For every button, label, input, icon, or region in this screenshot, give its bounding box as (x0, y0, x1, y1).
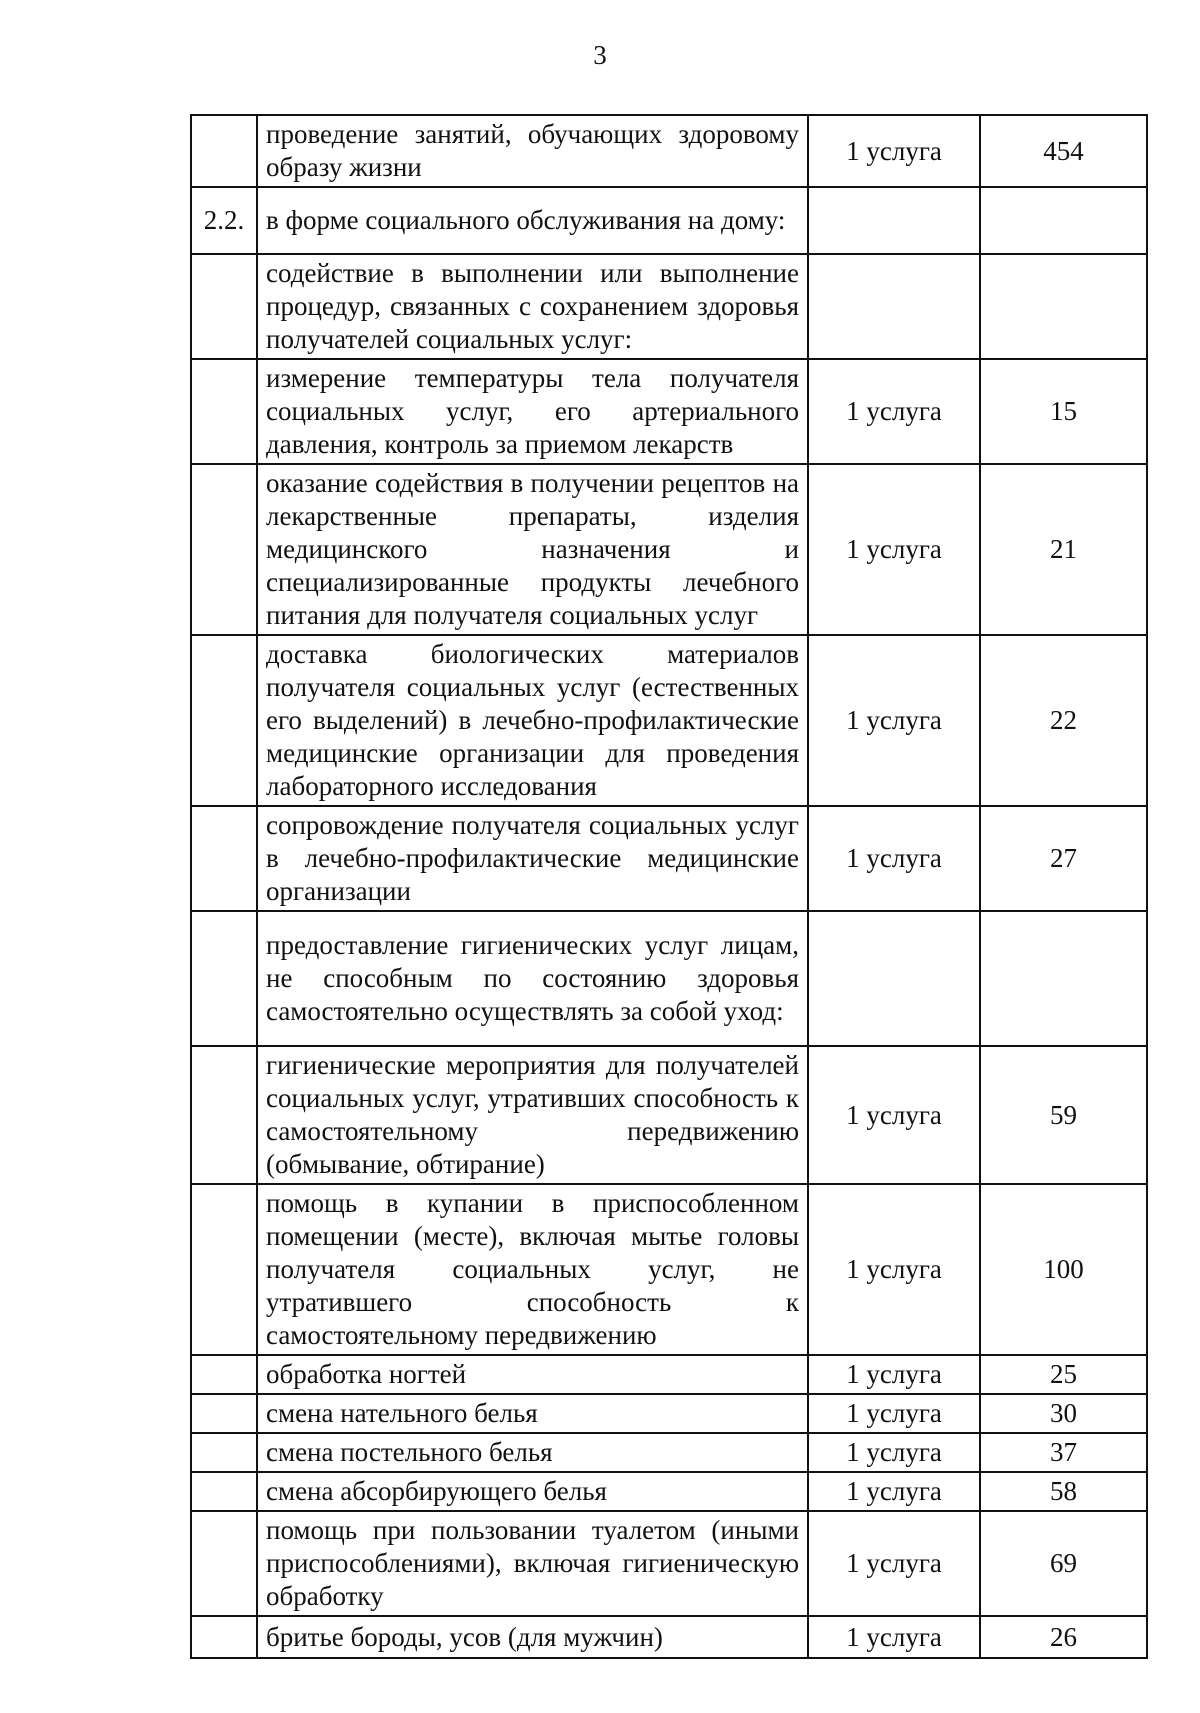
unit-cell: 1 услуга (808, 464, 980, 635)
price-cell: 58 (980, 1472, 1147, 1511)
service-description-cell: сопровождение получателя социальных услуг в лечебно-профилактические медицинские организации (257, 806, 808, 911)
price-cell: 21 (980, 464, 1147, 635)
services-tariff-table (190, 114, 1148, 1659)
price-cell: 59 (980, 1046, 1147, 1184)
row-number-cell (191, 635, 257, 806)
service-description-cell: смена нательного белья (257, 1394, 808, 1433)
unit-cell: 1 услуга (808, 1355, 980, 1394)
price-cell: 37 (980, 1433, 1147, 1472)
price-cell: 69 (980, 1511, 1147, 1616)
unit-cell: 1 услуга (808, 359, 980, 464)
price-cell: 27 (980, 806, 1147, 911)
price-cell: 22 (980, 635, 1147, 806)
table-row (191, 115, 1147, 187)
row-number-cell (191, 1616, 257, 1658)
price-cell: 26 (980, 1616, 1147, 1658)
price-cell: 30 (980, 1394, 1147, 1433)
table-row (191, 359, 1147, 464)
unit-cell (808, 187, 980, 254)
service-description-cell: помощь в купании в приспособленном помещении (месте), включая мытье головы получателя социальных услуг, не утратившего способность к самостоятельному передвижению (257, 1184, 808, 1355)
price-cell (980, 911, 1147, 1046)
table-body (191, 115, 1147, 1658)
row-number-cell (191, 1511, 257, 1616)
table-row (191, 1433, 1147, 1472)
row-number-cell (191, 1472, 257, 1511)
row-number-cell (191, 1046, 257, 1184)
service-description-cell: бритье бороды, усов (для мужчин) (257, 1616, 808, 1658)
unit-cell: 1 услуга (808, 806, 980, 911)
table-row (191, 911, 1147, 1046)
service-description-cell: доставка биологических материалов получателя социальных услуг (естественных его выделений) в лечебно-профилактические медицинские организации для проведения лабораторного исследования (257, 635, 808, 806)
table-row (191, 1511, 1147, 1616)
unit-cell: 1 услуга (808, 1616, 980, 1658)
service-description-cell: содействие в выполнении или выполнение процедур, связанных с сохранением здоровья получателей социальных услуг: (257, 254, 808, 359)
unit-cell: 1 услуга (808, 1511, 980, 1616)
table-row (191, 1472, 1147, 1511)
table-row (191, 635, 1147, 806)
row-number-cell (191, 1355, 257, 1394)
service-description-cell: оказание содействия в получении рецептов на лекарственные препараты, изделия медицинского назначения и специализированные продукты лечебного питания для получателя социальных услуг (257, 464, 808, 635)
price-cell: 15 (980, 359, 1147, 464)
table-row (191, 806, 1147, 911)
table-row (191, 1184, 1147, 1355)
unit-cell: 1 услуга (808, 1472, 980, 1511)
price-cell: 25 (980, 1355, 1147, 1394)
row-number-cell (191, 1394, 257, 1433)
service-description-cell: смена постельного белья (257, 1433, 808, 1472)
row-number-cell (191, 1433, 257, 1472)
unit-cell (808, 911, 980, 1046)
price-cell: 100 (980, 1184, 1147, 1355)
table-row (191, 1046, 1147, 1184)
unit-cell: 1 услуга (808, 115, 980, 187)
unit-cell: 1 услуга (808, 635, 980, 806)
row-number-cell: 2.2. (191, 187, 257, 254)
service-description-cell: предоставление гигиенических услуг лицам, не способным по состоянию здоровья самостоятельно осуществлять за собой уход: (257, 911, 808, 1046)
row-number-cell (191, 464, 257, 635)
table-row (191, 1616, 1147, 1658)
table-row (191, 1355, 1147, 1394)
service-description-cell: гигиенические мероприятия для получателей социальных услуг, утративших способность к самостоятельному передвижению (обмывание, обтирание) (257, 1046, 808, 1184)
price-cell (980, 254, 1147, 359)
price-cell (980, 187, 1147, 254)
service-description-cell: обработка ногтей (257, 1355, 808, 1394)
service-description-cell: в форме социального обслуживания на дому: (257, 187, 808, 254)
service-description-cell: помощь при пользовании туалетом (иными приспособлениями), включая гигиеническую обработку (257, 1511, 808, 1616)
unit-cell: 1 услуга (808, 1433, 980, 1472)
table-row (191, 187, 1147, 254)
table-row (191, 1394, 1147, 1433)
row-number-cell (191, 911, 257, 1046)
unit-cell: 1 услуга (808, 1394, 980, 1433)
row-number-cell (191, 359, 257, 464)
service-description-cell: измерение температуры тела получателя социальных услуг, его артериального давления, контроль за приемом лекарств (257, 359, 808, 464)
service-description-cell: проведение занятий, обучающих здоровому образу жизни (257, 115, 808, 187)
row-number-cell (191, 115, 257, 187)
unit-cell: 1 услуга (808, 1184, 980, 1355)
unit-cell (808, 254, 980, 359)
row-number-cell (191, 1184, 257, 1355)
price-cell: 454 (980, 115, 1147, 187)
service-description-cell: смена абсорбирующего белья (257, 1472, 808, 1511)
row-number-cell (191, 806, 257, 911)
table-row (191, 464, 1147, 635)
table-row (191, 254, 1147, 359)
row-number-cell (191, 254, 257, 359)
page-number: 3 (593, 40, 607, 70)
unit-cell: 1 услуга (808, 1046, 980, 1184)
